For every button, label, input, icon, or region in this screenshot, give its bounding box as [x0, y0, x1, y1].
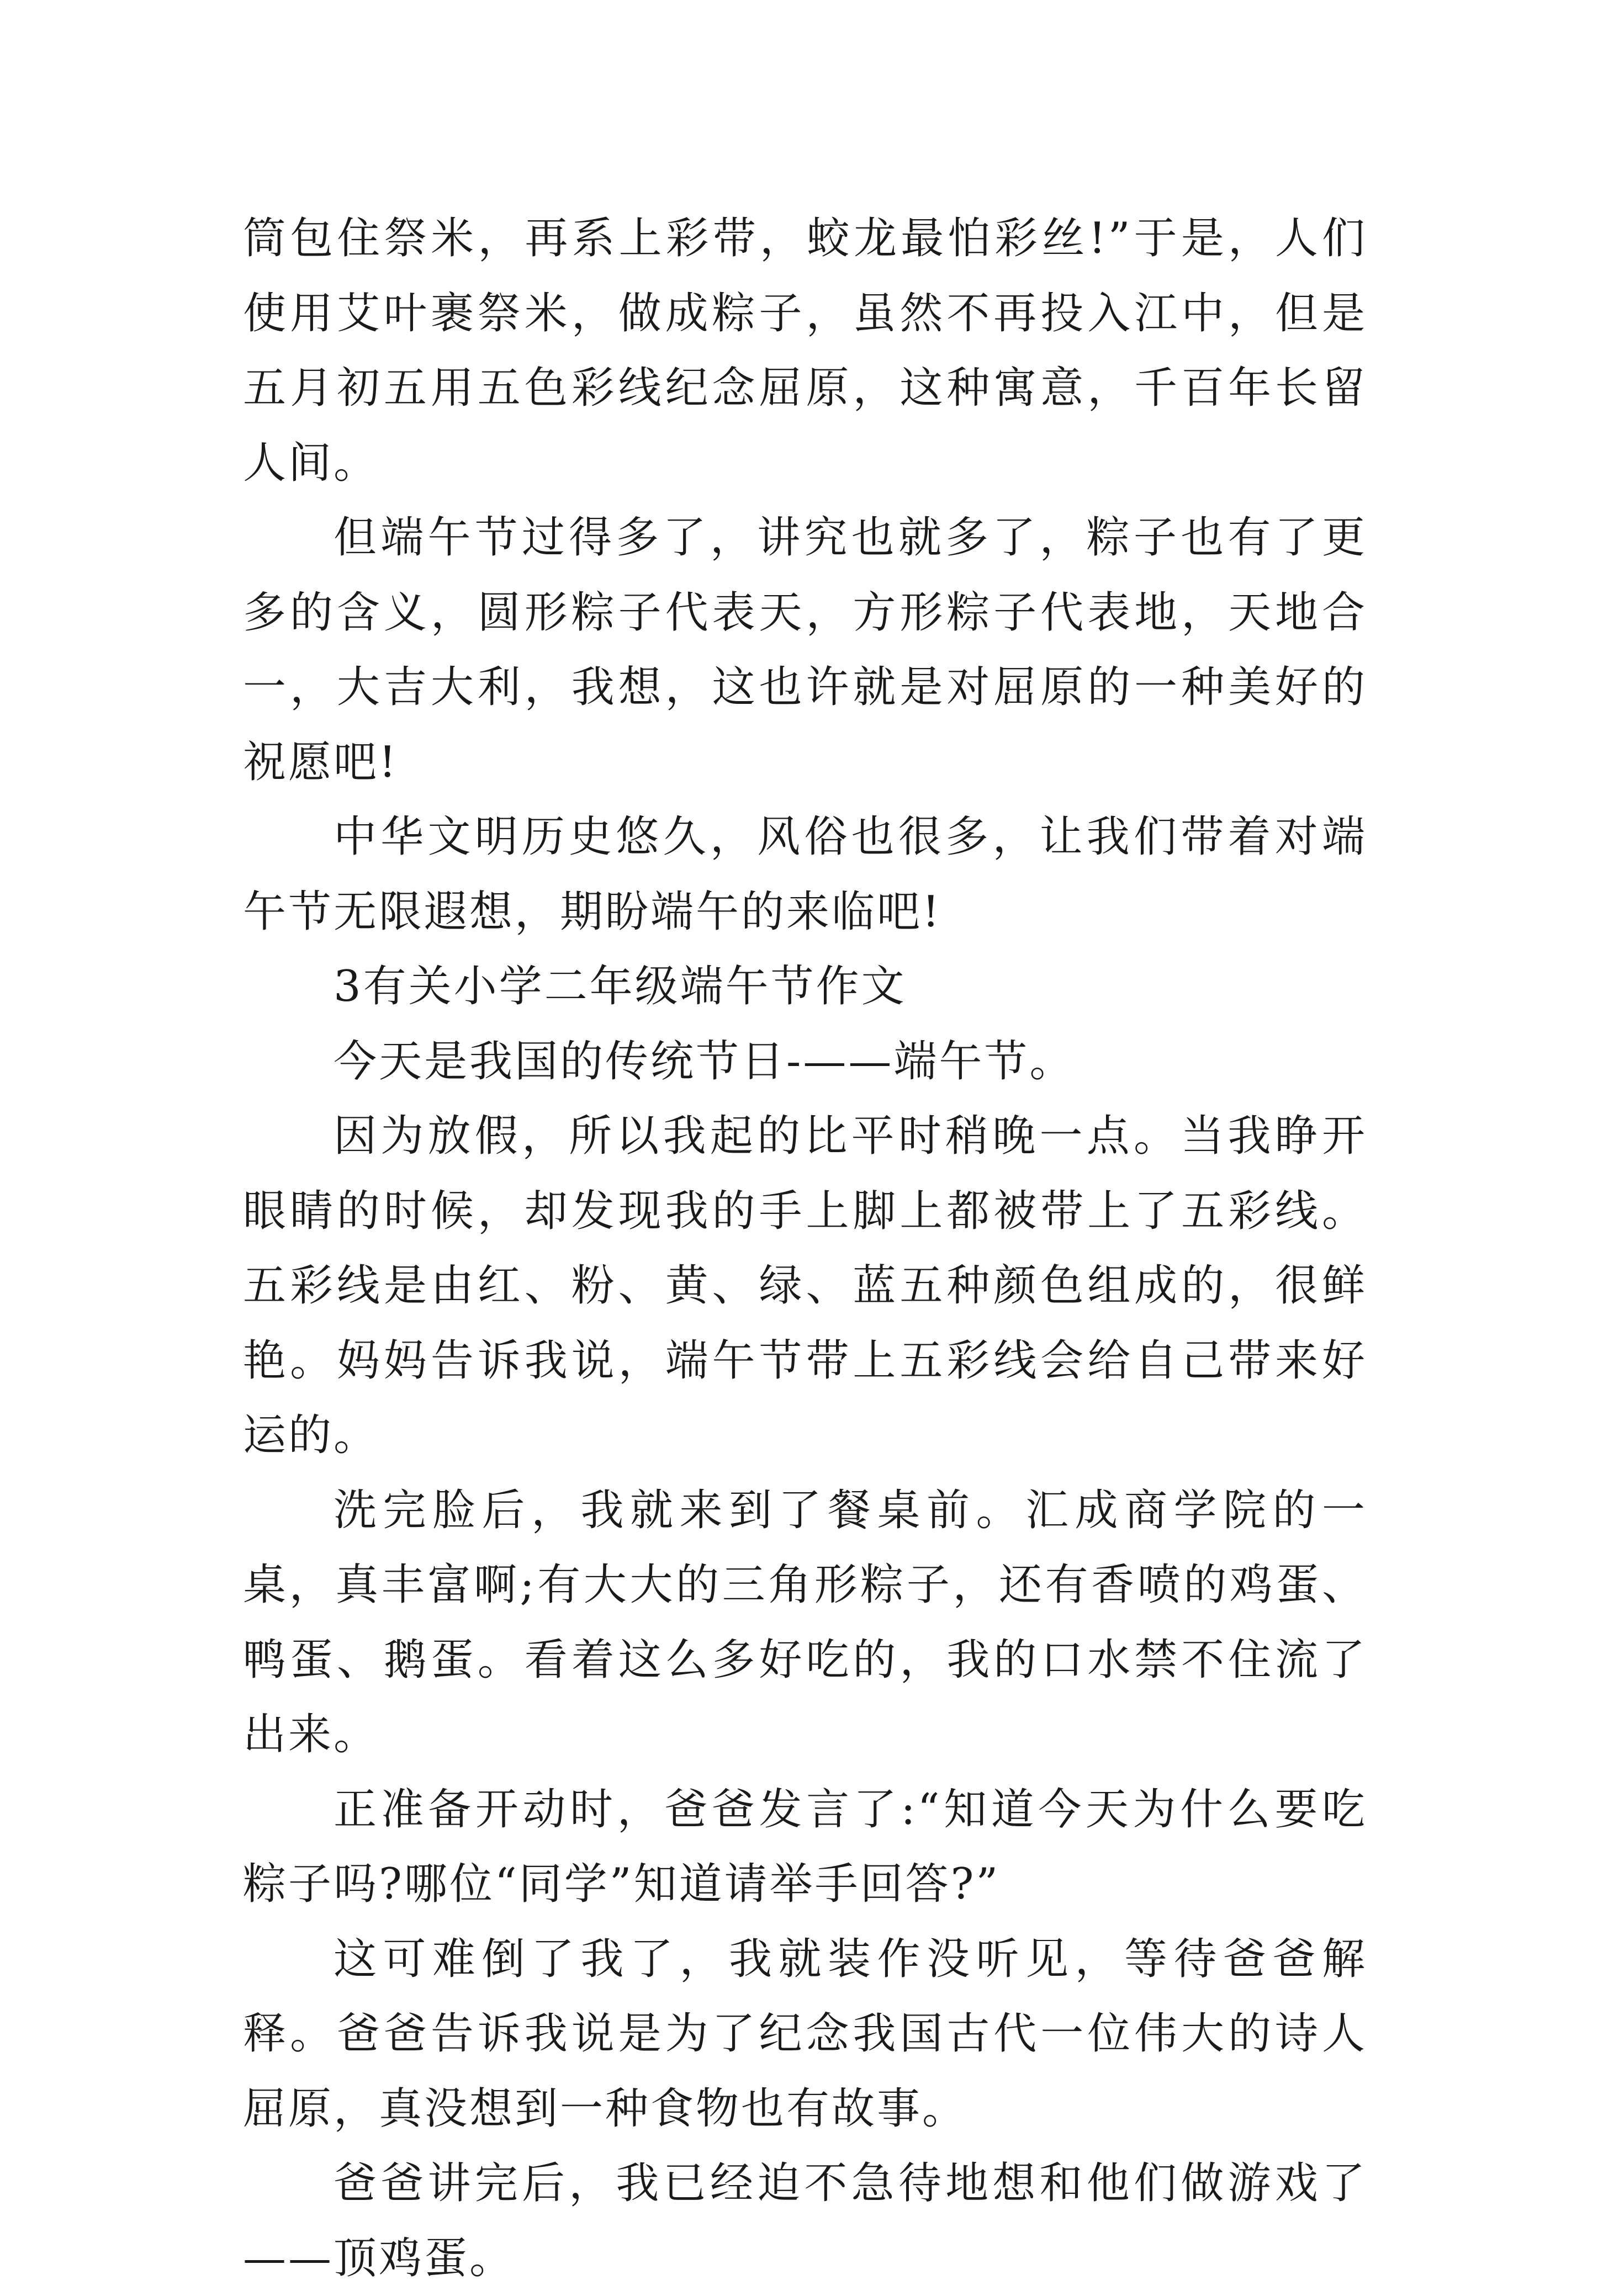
paragraph-9: 这可难倒了我了，我就装作没听见，等待爸爸解释。爸爸告诉我说是为了纪念我国古代一位伟大的诗人屈原，真没想到一种食物也有故事。 [243, 1934, 1367, 2134]
document-body [243, 202, 1367, 2296]
paragraph-10: 爸爸讲完后，我已经迫不急待地想和他们做游戏了——顶鸡蛋。 [243, 2159, 1367, 2283]
paragraph-5: 今天是我国的传统节日-——端午节。 [334, 1036, 1075, 1086]
paragraph-6: 因为放假，所以我起的比平时稍晚一点。当我睁开眼睛的时候，却发现我的手上脚上都被带上了五彩线。五彩线是由红、粉、黄、绿、蓝五种颜色组成的，很鲜艳。妈妈告诉我说，端午节带上五彩线会给自己带来好运的。 [243, 1111, 1367, 1460]
paragraph-7: 洗完脸后，我就来到了餐桌前。汇成商学院的一桌，真丰富啊;有大大的三角形粽子，还有香喷的鸡蛋、鸭蛋、鹅蛋。看着这么多好吃的，我的口水禁不住流了出来。 [243, 1485, 1367, 1759]
section-heading: 3有关小学二年级端午节作文 [334, 962, 907, 1011]
paragraph-8: 正准备开动时，爸爸发言了:“知道今天为什么要吃粽子吗?哪位“同学”知道请举手回答?” [243, 1784, 1367, 1909]
paragraph-1: 筒包住祭米，再系上彩带，蛟龙最怕彩丝!”于是，人们使用艾叶裹祭米，做成粽子，虽然不再投入江中，但是五月初五用五色彩线纪念屈原，这种寓意，千百年长留人间。 [243, 214, 1367, 488]
paragraph-3: 中华文明历史悠久，风俗也很多，让我们带着对端午节无限遐想，期盼端午的来临吧! [243, 812, 1367, 937]
paragraph-2: 但端午节过得多了，讲究也就多了，粽子也有了更多的含义，圆形粽子代表天，方形粽子代表地，天地合一，大吉大利，我想，这也许就是对屈原的一种美好的祝愿吧! [243, 513, 1367, 787]
